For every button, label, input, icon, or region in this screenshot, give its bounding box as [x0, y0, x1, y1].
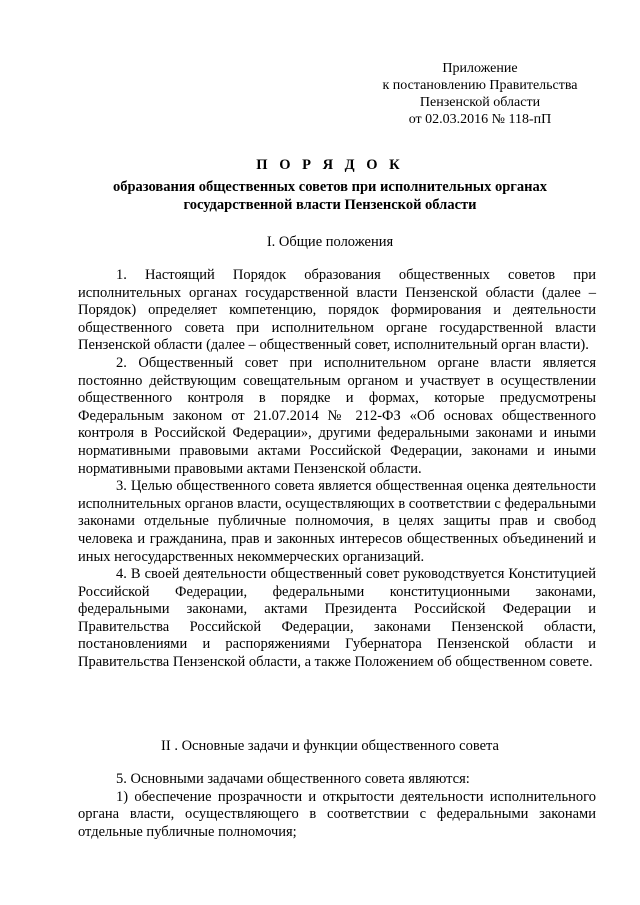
subtitle-line: образования общественных советов при исполнительных органах	[112, 179, 548, 195]
document-subtitle	[60, 178, 600, 214]
appendix-line: от 02.03.2016 № 118-пП	[408, 112, 552, 127]
paragraph: 2. Общественный совет при исполнительном органе власти является постоянно действующим совещательным органом и участвует в осуществлении общественного контроля в порядке и формах, которые предусмотрены Федеральным законом от 21.07.2014 № 212-ФЗ «Об основах общественного контроля в Российской Федерации», другими федеральными законами и иными нормативными правовыми актами Российской Федерации, законами и иными нормативными правовыми актами Пензенской области.	[78, 354, 596, 477]
section-body-tasks	[78, 771, 596, 841]
paragraph: 1. Настоящий Порядок образования общественных советов при исполнительных органах государственной власти Пензенской области (далее – Порядок) определяет компетенцию, порядок формирования и деятельности общественного совета при исполнительном органе государственной власти Пензенской области (далее – общественный совет, исполнительный орган власти).	[78, 267, 596, 354]
section-heading-tasks: II . Основные задачи и функции общественного совета	[161, 738, 499, 754]
document-title: П О Р Я Д О К	[256, 157, 404, 173]
paragraph: 3. Целью общественного совета является общественная оценка деятельности исполнительных органов власти, осуществляющих в соответствии с федеральными законами отдельные публичные полномочия, в целях защиты прав и свобод человека и гражданина, прав и законных интересов общественных объединений и иных негосударственных некоммерческих организаций.	[78, 478, 596, 565]
appendix-block	[360, 60, 600, 128]
paragraph: 4. В своей деятельности общественный совет руководствуется Конституцией Российской Федерации, федеральными конституционными законами, федеральными законами, актами Президента Российской Федерации и Правительства Российской Федерации, законами Пензенской области, постановлениями и распоряжениями Губернатора Пензенской области и Правительства Пензенской области, а также Положением об общественном совете.	[78, 566, 596, 671]
appendix-line: к постановлению Правительства	[382, 78, 578, 93]
paragraph: 1) обеспечение прозрачности и открытости деятельности исполнительного органа власти, осуществляющего в соответствии с федеральными законами отдельные публичные полномочия;	[78, 788, 596, 840]
paragraph: 5. Основными задачами общественного совета являются:	[116, 771, 470, 787]
section-body-general	[78, 267, 596, 672]
section-heading-general: I. Общие положения	[266, 234, 394, 250]
appendix-line: Пензенской области	[419, 95, 541, 110]
appendix-line: Приложение	[442, 61, 518, 76]
subtitle-line: государственной власти Пензенской области	[183, 197, 477, 213]
